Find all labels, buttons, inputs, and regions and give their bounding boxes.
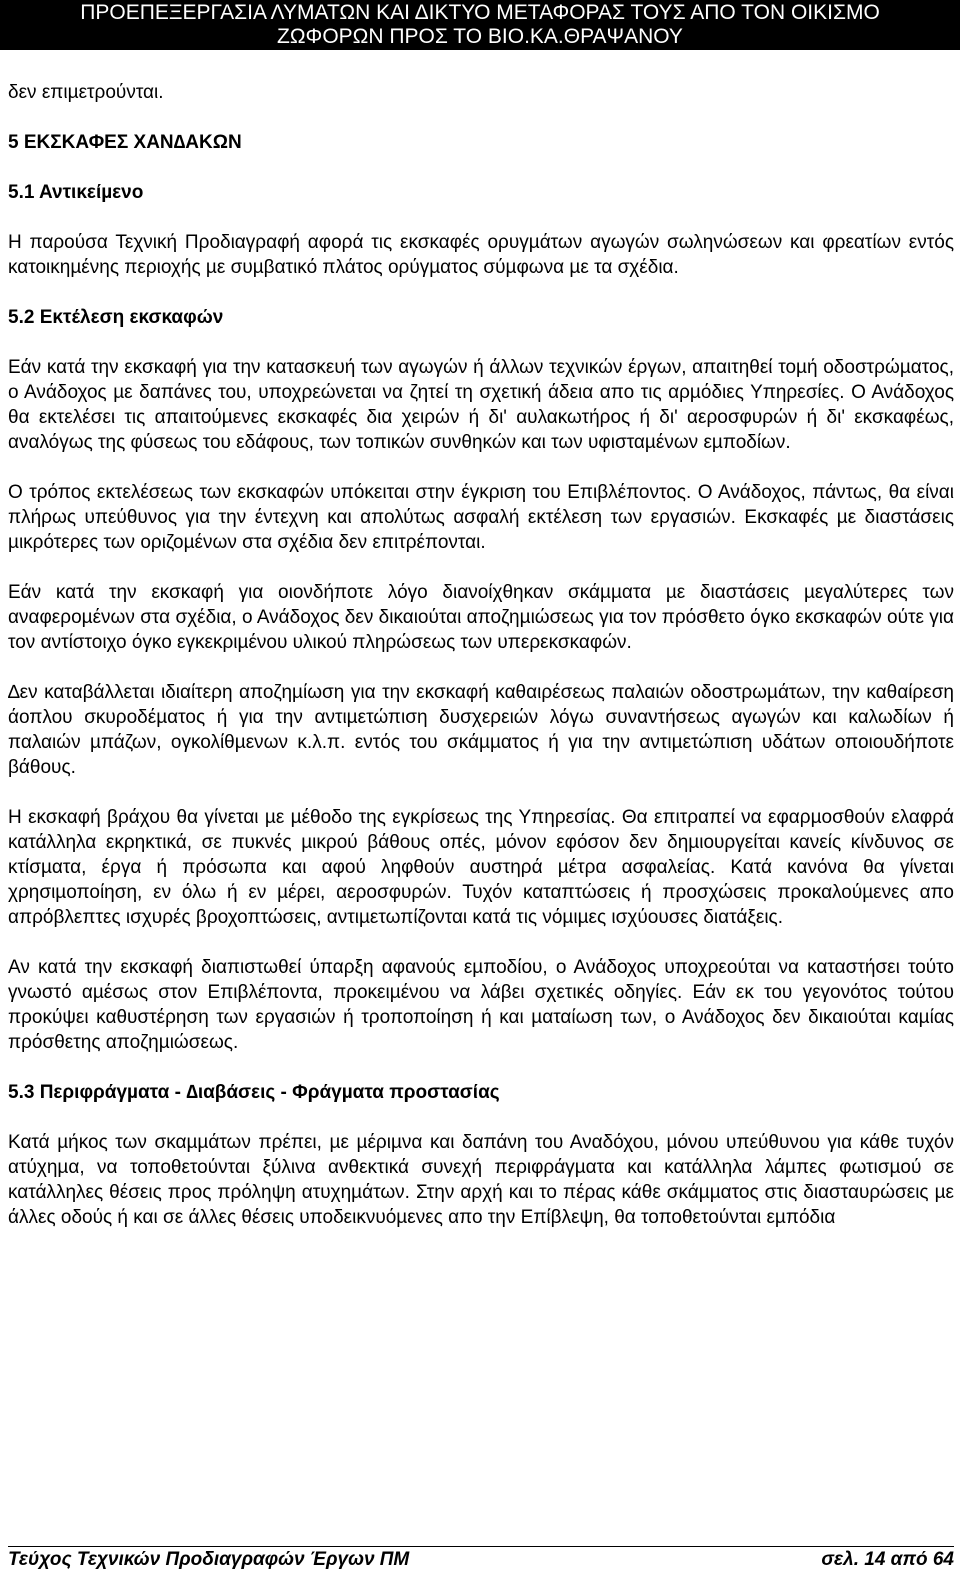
footer-document-title: Τεύχος Τεχνικών Προδιαγραφών Έργων ΠΜ: [8, 1549, 410, 1570]
section-5-1-heading: 5.1 Αντικείµενο: [8, 182, 144, 203]
section-5-2-paragraph-3: Εάν κατά την εκσκαφή για οιονδήποτε λόγο διανοίχθηκαν σκάµµατα µε διαστάσεις µεγαλύτερες των αναφεροµένων στα σχέδια, ο Ανάδοχος δεν δικαιούται αποζηµιώσεως για τον πρόσθετο όγκο εκσκαφών ούτε για τον αντίστοιχο όγκο εγκεκριµένου υλικού πληρώσεως των υπερεκσκαφών.: [8, 582, 954, 653]
header-line-2: ΖΩΦΟΡΩΝ ΠΡΟΣ ΤΟ ΒΙΟ.ΚΑ.ΘΡΑΨΑΝΟΥ: [277, 25, 683, 48]
document-body: [8, 80, 954, 1230]
section-5-heading: 5 ΕΚΣΚΑΦΕΣ ΧΑΝ∆ΑΚΩΝ: [8, 132, 242, 153]
page-header: [0, 0, 960, 50]
lead-text: δεν επιµετρούνται.: [8, 82, 164, 103]
section-5-2-paragraph-1: Εάν κατά την εκσκαφή για την κατασκευή των αγωγών ή άλλων τεχνικών έργων, απαιτηθεί τοµή οδοστρώµατος, ο Ανάδοχος µε δαπάνες του, υποχρεώνεται να ζητεί τη σχετική άδεια απο τις αρµόδιες Υπηρεσίες. Ο Ανάδοχος θα εκτελέσει τις απαιτούµενες εκσκαφές δια χειρών ή δι' αυλακωτήρος ή δι' αεροσφυρών ή δι' εκσκαφέως, αναλόγως της φύσεως του εδάφους, των τοπικών συνθηκών και των υφισταµένων εµποδίων.: [8, 357, 954, 453]
section-5-2-heading: 5.2 Εκτέλεση εκσκαφών: [8, 307, 224, 328]
section-5-2-paragraph-6: Αν κατά την εκσκαφή διαπιστωθεί ύπαρξη αφανούς εµποδίου, ο Ανάδοχος υποχρεούται να καταστήσει τούτο γνωστό αµέσως στον Επιβλέποντα, προκειµένου να λάβει σχετικές οδηγίες. Εάν εκ του γεγονότος τούτου προκύψει καθυστέρηση των εργασιών ή τροποποίηση ή και µαταίωση των, ο Ανάδοχος δεν δικαιούται καµίας πρόσθετης αποζηµιώσεως.: [8, 957, 954, 1053]
section-5-3-heading: 5.3 Περιφράγµατα - ∆ιαβάσεις - Φράγµατα προστασίας: [8, 1082, 500, 1103]
section-5-2-paragraph-4: ∆εν καταβάλλεται ιδιαίτερη αποζηµίωση για την εκσκαφή καθαιρέσεως παλαιών οδοστρωµάτων, την καθαίρεση άοπλου σκυροδέµατος ή για την αντιµετώπιση δυσχερειών λόγω συναντήσεως αγωγών και καλωδίων ή παλαιών µπάζων, ογκολίθµενων κ.λ.π. εντός του σκάµµατος ή για την αντιµετώπιση υδάτων οποιουδήποτε βάθους.: [8, 682, 954, 778]
page-footer: [8, 1546, 954, 1570]
header-line-1: ΠΡΟΕΠΕΞΕΡΓΑΣΙΑ ΛΥΜΑΤΩΝ ΚΑΙ ΔΙΚΤΥΟ ΜΕΤΑΦΟΡΑΣ ΤΟΥΣ ΑΠΟ ΤΟΝ ΟΙΚΙΣΜΟ: [80, 1, 880, 24]
section-5-2-paragraph-5: Η εκσκαφή βράχου θα γίνεται µε µέθοδο της εγκρίσεως της Υπηρεσίας. Θα επιτραπεί να εφαρµοσθούν ελαφρά κατάλληλα εκρηκτικά, σε πυκνές µικρού βάθους οπές, µόνον εφόσον δεν δηµιουργείται κανείς κίνδυνος σε κτίσµατα, έργα ή πρόσωπα και αφού ληφθούν αυστηρά µέτρα ασφαλείας. Κατά κανόνα θα γίνεται χρησιµοποίηση, εν όλω ή εν µέρει, αεροσφυρών. Τυχόν καταπτώσεις ή προσχώσεις προκαλούµενες απο απρόβλεπτες ισχυρές βροχοπτώσεις, αντιµετωπίζονται κατά τις νόµιµες ισχύουσες διατάξεις.: [8, 807, 954, 928]
section-5-1-paragraph: Η παρούσα Τεχνική Προδιαγραφή αφορά τις εκσκαφές ορυγµάτων αγωγών σωληνώσεων και φρεατίων εντός κατοικηµένης περιοχής µε συµβατικό πλάτος ορύγµατος σύµφωνα µε τα σχέδια.: [8, 232, 954, 278]
footer-page-number: σελ. 14 από 64: [821, 1549, 954, 1570]
section-5-2-paragraph-2: Ο τρόπος εκτελέσεως των εκσκαφών υπόκειται στην έγκριση του Επιβλέποντος. Ο Ανάδοχος, πάντως, θα είναι πλήρως υπεύθυνος για την έντεχνη και απολύτως ασφαλή εκτέλεση των εργασιών. Εκσκαφές µε διαστάσεις µικρότερες των οριζοµένων στα σχέδια δεν επιτρέπονται.: [8, 482, 954, 553]
section-5-3-paragraph: Κατά µήκος των σκαµµάτων πρέπει, µε µέριµνα και δαπάνη του Αναδόχου, µόνου υπεύθυνου για κάθε τυχόν ατύχηµα, να τοποθετούνται ξύλινα ανθεκτικά συνεχή περιφράγµατα και κατάλληλα λάµπες φωτισµού σε κατάλληλες θέσεις προς πρόληψη ατυχηµάτων. Στην αρχή και το πέρας κάθε σκάµµατος στις διασταυρώσεις µε άλλες οδούς ή και σε άλλες θέσεις υποδεικνυόµενες απο την Επίβλεψη, θα τοποθετούνται εµπόδια: [8, 1132, 954, 1228]
